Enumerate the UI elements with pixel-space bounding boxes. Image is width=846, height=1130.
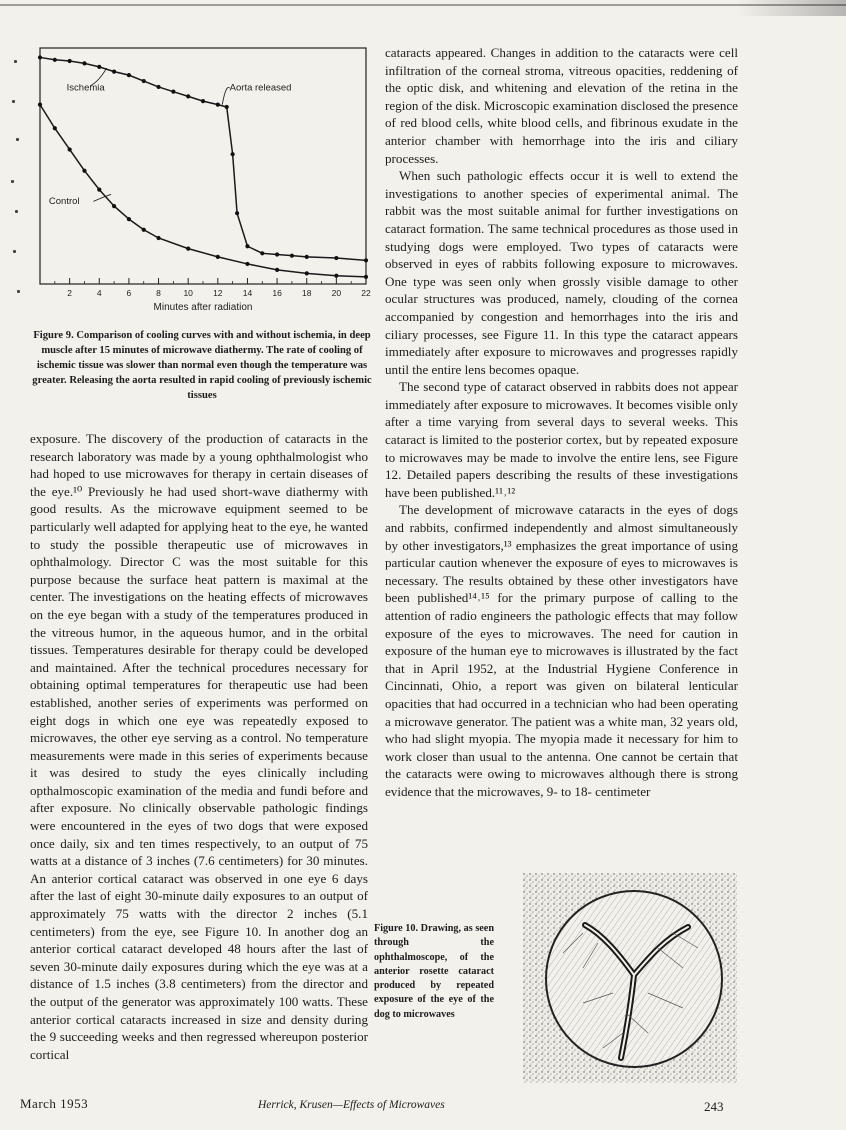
series-line-control (40, 105, 366, 277)
data-point-ischemia (142, 79, 146, 83)
annotation-aorta-released: Aorta released (229, 82, 292, 94)
data-point-ischemia (334, 256, 338, 260)
data-point-ischemia (235, 211, 239, 215)
data-point-ischemia (97, 65, 101, 69)
data-point-control (305, 271, 309, 275)
data-point-control (97, 188, 101, 192)
data-point-ischemia (112, 70, 116, 74)
data-point-control (186, 247, 190, 251)
data-point-ischemia (38, 55, 42, 59)
figure-9-caption: Figure 9. Comparison of cooling curves with and without ischemia, in deep muscle after 15 minutes of microwave diathermy. The rate of cooling of ischemic tissue was slower than normal even though the temperature was greater. Releasing the aorta resulted in rapid cooling of previously ischemic tissues (32, 330, 372, 401)
data-point-ischemia (245, 244, 249, 248)
left-paragraph-1: exposure. The discovery of the production of cataracts in the research laboratory was made by a young ophthalmologist who had hoped to use microwaves for therapy in certain diseases of the eye.¹⁰ Previously he had used short-wave diathermy with good results. As the microwave equipment seemed to be particularly well adapted for applying heat to the eye, he wanted to study the possible therapeutic use of microwaves in ophthalmology. Director C was the most suitable for this purpose because the surface heat pattern is maximal at the center. The investigations on the heating effects of microwaves on the eye began with a study of the temperatures produced in the vitreous humor, in the aqueous humor, and in the orbital tissues. Temperatures desirable for therapy could be developed and maintained. After the technical procedures necessary for obtaining optimal temperatures for therapeutic use had been established, another series of experiments was performed on eight dogs in which one eye was repeatedly exposed to microwaves, the other eye serving as a control. No temperature measurements were made in this series of experiments because it was desired to study the eyes clinically including opthalmoscopic examination of the media and fundi before and after exposure. No clinically observable pathologic findings were encountered in the eyes of two dogs that were exposed once daily, six and ten times respectively, to an output of 75 watts at a distance of 3 inches (7.6 centimeters) for 30 minutes. An anterior cortical cataract was observed in one eye 6 days after the last of eight 30-minute daily exposures to an output of approximately 75 watts with the director 2 inches (5.1 centimeters) from the eye, see Figure 10. In another dog an anterior cortical cataract developed 48 hours after the last of seven 30-minute daily exposures during which the eye was at a distance of 1.5 inches (3.8 centimeters) from the director and the output of the generator was approximately 100 watts. These anterior cortical cataracts increased in size and density during the 9 succeeding weeks and then regressed whereupon posterior cortical (30, 431, 368, 1062)
data-point-control (53, 126, 57, 130)
right-paragraph-1: cataracts appeared. Changes in addition to the cataracts were cell infiltration of the corneal stroma, vitreous opacities, reddening of the optic disk, and whitening and elevation of the retina in the region of the disk. Microscopic examination disclosed the presence of red blood cells, white blood cells, and fibrinous exudate in the anterior chamber with hemorrhage into the iris and ciliary processes. (385, 45, 738, 166)
data-point-control (364, 275, 368, 279)
top-rule (0, 4, 846, 6)
x-tick-label: 18 (301, 288, 312, 298)
x-tick-label: 6 (126, 288, 132, 298)
data-point-control (112, 204, 116, 208)
data-point-control (156, 236, 160, 240)
data-point-ischemia (171, 90, 175, 94)
footer-issue-date: March 1953 (20, 1096, 89, 1111)
data-point-ischemia (231, 152, 235, 156)
x-tick-label: 2 (67, 288, 73, 298)
data-point-control (275, 268, 279, 272)
data-point-ischemia (53, 58, 57, 62)
data-point-ischemia (156, 85, 160, 89)
footer-running-title: Herrick, Krusen—Effects of Microwaves (258, 1099, 445, 1111)
x-tick-label: 10 (183, 288, 193, 298)
data-point-ischemia (68, 59, 72, 63)
data-point-control (142, 228, 146, 232)
data-point-ischemia (260, 251, 264, 255)
data-point-ischemia (225, 105, 229, 109)
figure-9-chart (32, 42, 376, 332)
right-paragraph-2: When such pathologic effects occur it is well to extend the investigations to another species of experimental animal. The rabbit was the most suitable animal for further investigations on cataract formation. The same technical procedures as those used in studying dogs were employed. Two types of cataracts were observed in eyes of rabbits following exposure to microwaves. One type was seen only when grossly visible damage to other ocular structures was produced, namely, clouding of the cornea accompanied by congestion and hemorrhages into the iris and ciliary processes, see Figure 11. In this type the cataract appears immediately after exposure to microwaves and progresses rapidly until the entire lens becomes opaque. (385, 168, 738, 377)
data-point-control (68, 147, 72, 151)
x-tick-label: 8 (156, 288, 161, 298)
right-paragraph-3: The second type of cataract observed in rabbits does not appear immediately after exposure to microwaves. It becomes visible only after a time varying from several days to several weeks. This cataract is limited to the posterior cortex, but by repeated exposure to microwaves may be made to involve the entire lens, see Figure 12. Detailed papers describing the results of these investigations have been published.¹¹˒¹² (385, 379, 738, 500)
data-point-control (334, 274, 338, 278)
data-point-ischemia (290, 254, 294, 258)
annotation-ischemia: Ischemia (66, 82, 105, 94)
data-point-ischemia (216, 103, 220, 107)
cooling-curves-svg (32, 42, 376, 324)
data-point-control (127, 217, 131, 221)
x-tick-label: 20 (331, 288, 342, 298)
data-point-ischemia (82, 61, 86, 65)
x-tick-label: 22 (361, 288, 371, 298)
scan-smudge (736, 0, 846, 16)
data-point-ischemia (186, 94, 190, 98)
footer-page-number: 243 (704, 1099, 724, 1114)
data-point-control (245, 262, 249, 266)
data-point-ischemia (305, 255, 309, 259)
left-column (30, 430, 368, 1063)
x-tick-label: 16 (272, 288, 282, 298)
x-tick-label: 14 (242, 288, 253, 298)
annotation-control: Control (48, 195, 80, 207)
x-tick-label: 4 (96, 288, 102, 298)
right-column (385, 44, 738, 801)
data-point-control (216, 255, 220, 259)
figure-10-caption: Figure 10. Drawing, as seen through the ophthalmoscope, of the anterior rosette cataract produced by repeated exposure of the eye of the dog to microwaves (374, 923, 494, 1020)
x-tick-label: 12 (213, 288, 223, 298)
data-point-control (38, 103, 42, 107)
right-paragraph-4: The development of microwave cataracts in the eyes of dogs and rabbits, confirmed independently and almost simultaneously by other investigators,¹³ emphasizes the great importance of using particular caution whenever the exposure of eyes to microwaves is necessary. The results obtained by these other investigators have been published¹⁴˒¹⁵ for the primary purpose of calling to the attention of radio engineers the pathologic effects that may follow exposure of the eyes to microwaves. The need for caution in exposure of the human eye to microwaves is illustrated by the fact that in April 1952, at the Industrial Hygiene Conference in Cincinnati, Ohio, a report was given on bilateral lenticular opacities that had occurred in a technician who had been operating a microwave generator. The patient was a white man, 32 years old, who had slight myopia. The myopia made it necessary for him to work closer than usual to the antenna. One cannot be certain that the cataracts were owing to microwaves although there is strong evidence that the microwaves, 9- to 18- centimeter (385, 502, 738, 799)
data-point-ischemia (127, 73, 131, 77)
data-point-ischemia (364, 258, 368, 262)
figure-10-drawing (523, 873, 737, 1083)
data-point-ischemia (275, 252, 279, 256)
x-axis-label: Minutes after radiation (153, 302, 253, 313)
data-point-control (82, 169, 86, 173)
data-point-ischemia (201, 99, 205, 103)
annotation-aorta-released-leader (222, 87, 229, 104)
